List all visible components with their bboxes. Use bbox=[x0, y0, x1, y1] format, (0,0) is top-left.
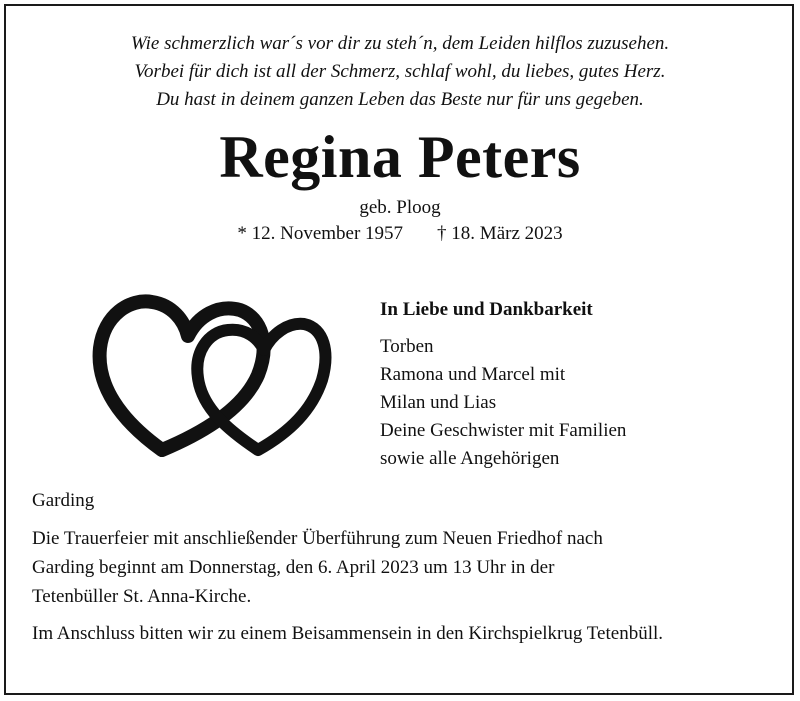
funeral-text-line-3: Tetenbüller St. Anna-Kirche. bbox=[32, 586, 252, 607]
mourner-name: Torben bbox=[380, 336, 434, 357]
maiden-name: geb. Ploog bbox=[359, 197, 441, 218]
funeral-text-line-2: Garding beginnt am Donnerstag, den 6. April 2023 um 13 Uhr in der bbox=[32, 557, 555, 578]
poem-line-1: Wie schmerzlich war´s vor dir zu steh´n, dem Leiden hilflos zuzusehen. bbox=[130, 33, 670, 54]
poem-line-3: Du hast in deinem ganzen Leben das Beste nur für uns gegeben. bbox=[156, 89, 644, 110]
mourner-name: Deine Geschwister mit Familien bbox=[380, 420, 627, 441]
death-date: † 18. März 2023 bbox=[437, 223, 563, 244]
mourner-name: Ramona und Marcel mit bbox=[380, 364, 566, 385]
funeral-text-line-1: Die Trauerfeier mit anschließender Überführung zum Neuen Friedhof nach bbox=[32, 528, 603, 549]
deceased-name: Regina Peters bbox=[219, 124, 581, 190]
mourners-heading: In Liebe und Dankbarkeit bbox=[380, 299, 593, 320]
life-dates bbox=[0, 222, 800, 246]
place-name: Garding bbox=[32, 490, 95, 511]
intertwined-hearts-icon bbox=[90, 290, 335, 460]
mourner-name: Milan und Lias bbox=[380, 392, 497, 413]
gathering-text: Im Anschluss bitten wir zu einem Beisammensein in den Kirchspielkrug Tetenbüll. bbox=[32, 623, 664, 644]
birth-date: * 12. November 1957 bbox=[237, 223, 404, 244]
poem-line-2: Vorbei für dich ist all der Schmerz, schlaf wohl, du liebes, gutes Herz. bbox=[134, 61, 666, 82]
mourner-name: sowie alle Angehörigen bbox=[380, 448, 560, 469]
